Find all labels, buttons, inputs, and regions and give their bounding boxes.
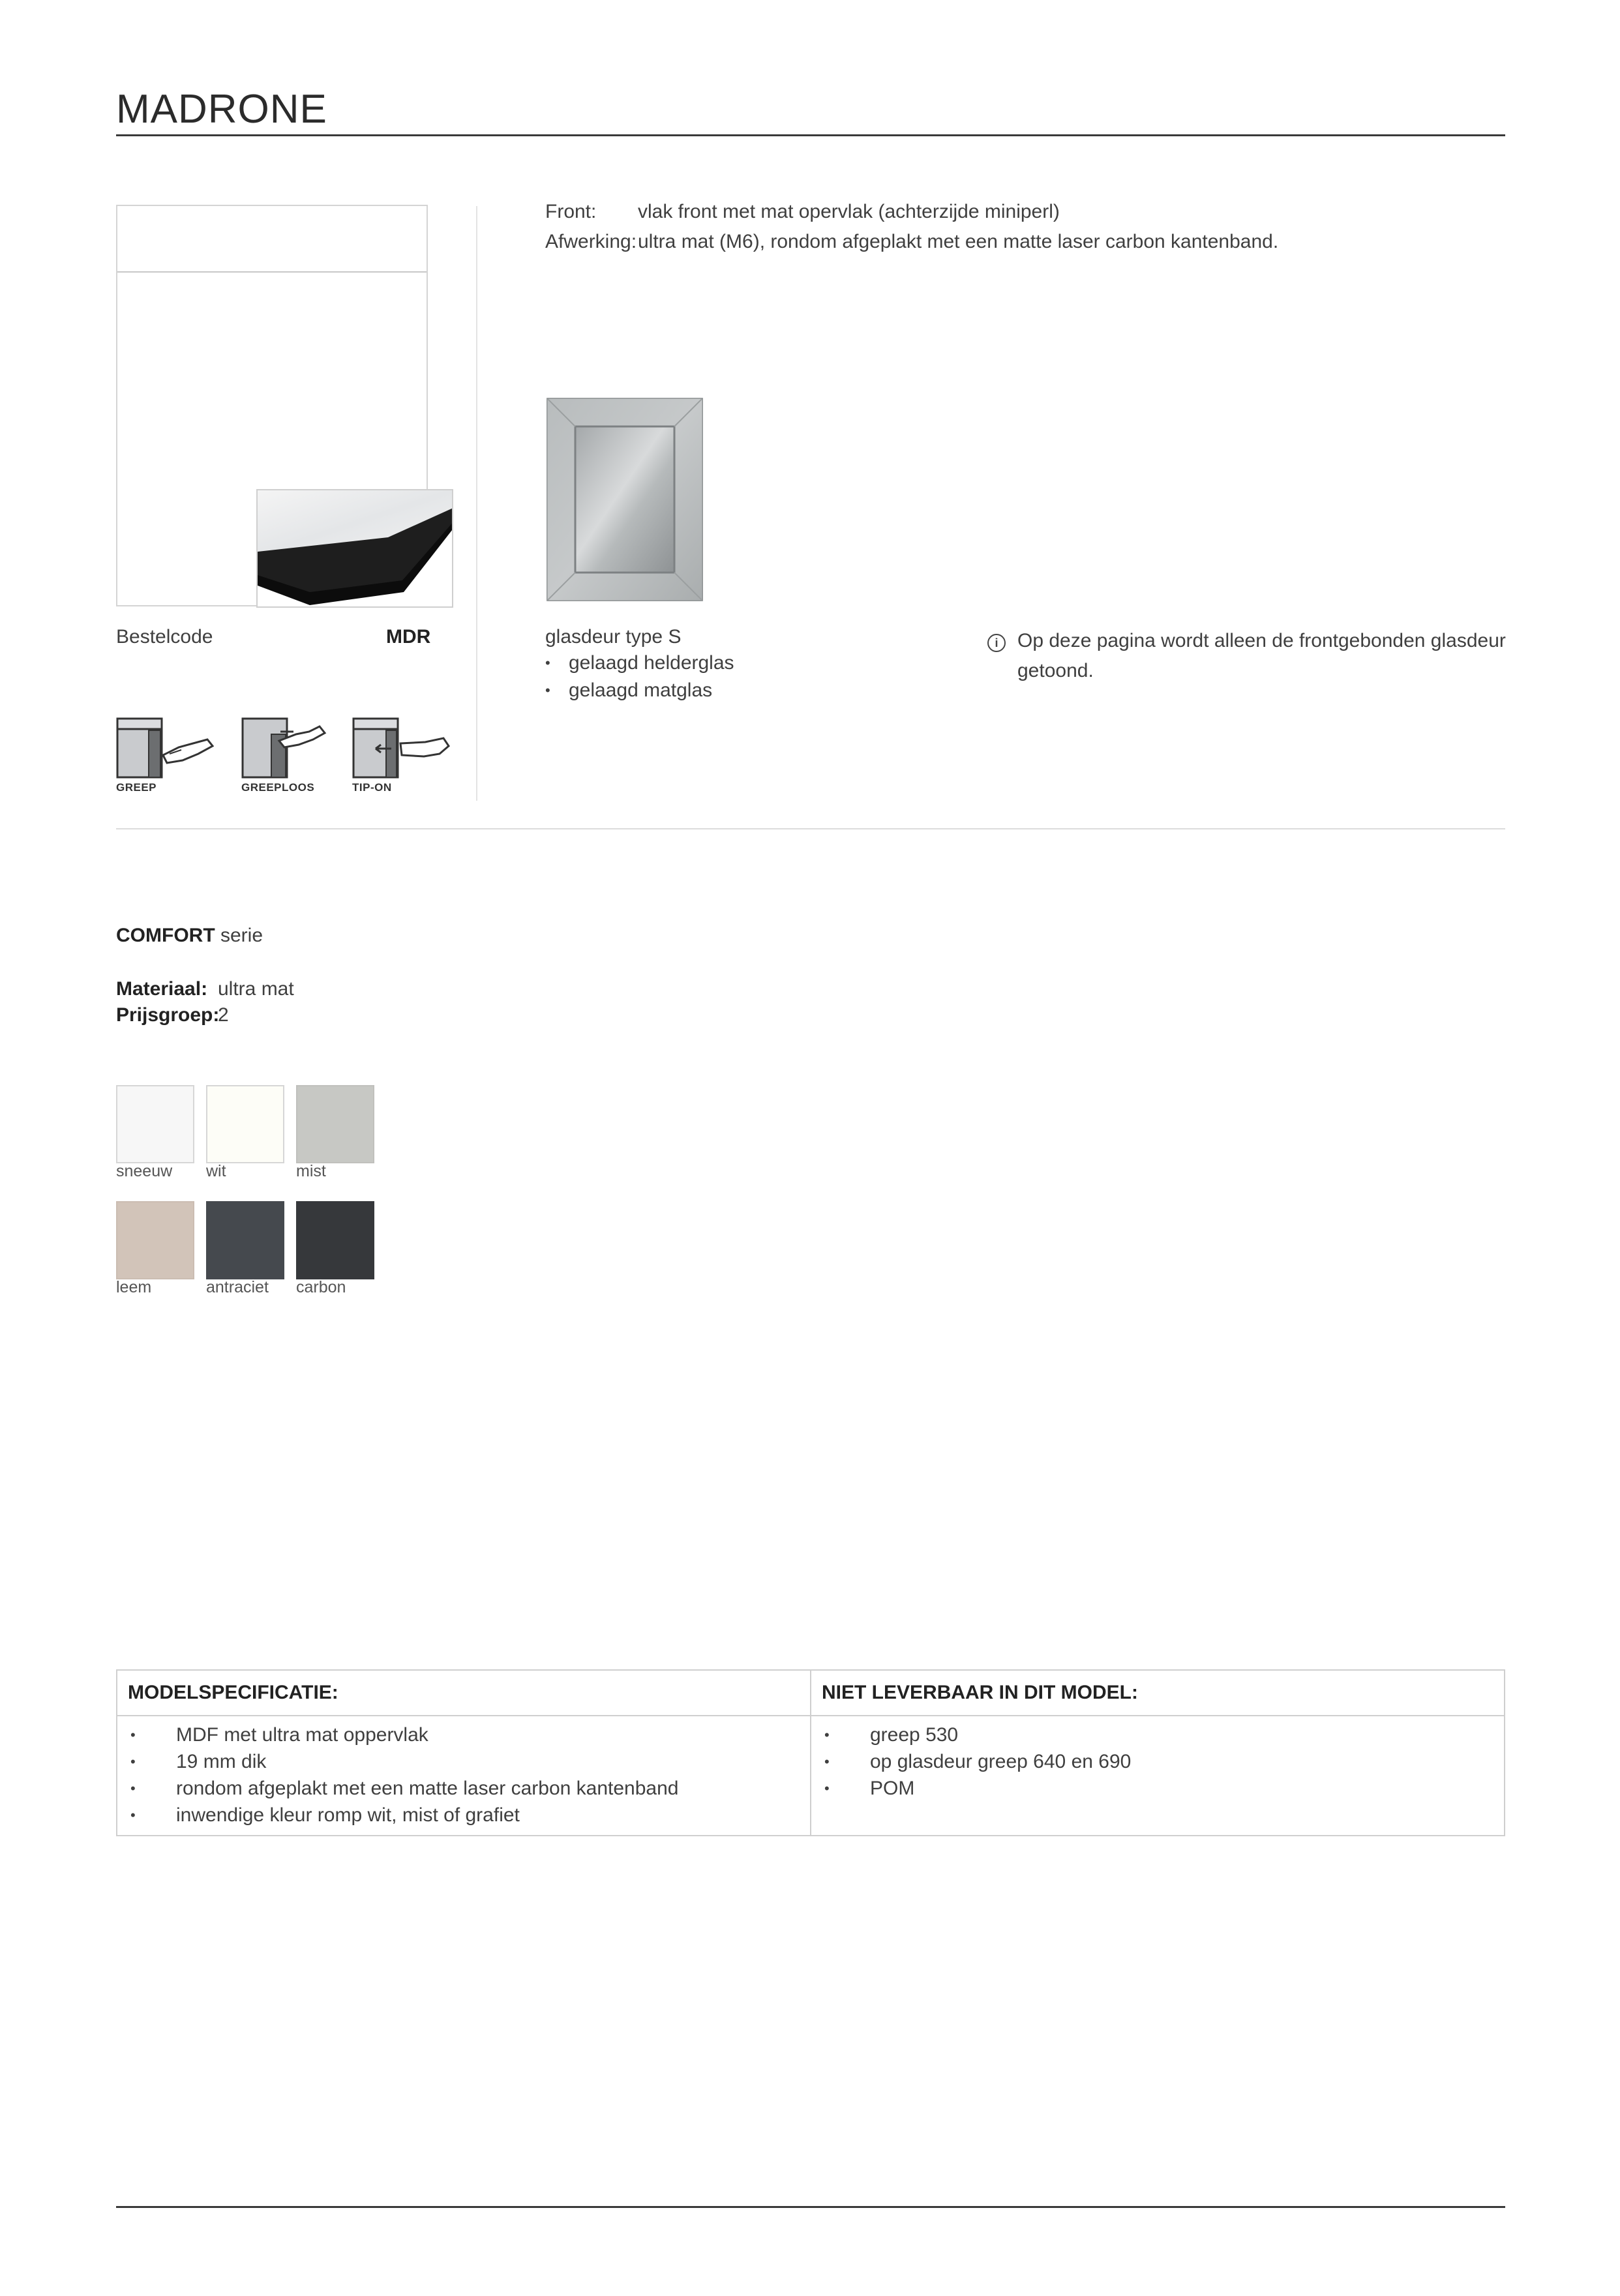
series-suffix: serie — [220, 925, 263, 946]
edge-detail-image — [256, 489, 453, 608]
tip-on-icon — [352, 717, 450, 790]
order-code-label: Bestelcode — [116, 626, 213, 648]
series-heading — [116, 925, 263, 947]
swatch-antraciet[interactable] — [206, 1201, 284, 1279]
material-label: Materiaal: — [116, 978, 208, 1000]
price-group-label: Prijsgroep: — [116, 1004, 220, 1026]
swatch-carbon[interactable] — [296, 1201, 374, 1279]
tip-on-caption: TIP-ON — [352, 781, 392, 794]
series-name: COMFORT — [116, 925, 215, 946]
greep-caption: GREEP — [116, 781, 157, 794]
swatch-label: carbon — [296, 1278, 346, 1296]
spec-item: • 19 mm dik — [128, 1748, 800, 1775]
spec-item: • rondom afgeplakt met een matte laser carbon kantenband — [128, 1775, 800, 1802]
glass-door-image — [547, 398, 703, 601]
front-label: Front: — [545, 201, 597, 222]
order-code-value: MDR — [386, 626, 431, 648]
finish-label: Afwerking: — [545, 231, 637, 252]
front-band-line — [117, 271, 427, 273]
spec-left-header: MODELSPECIFICATIE: — [117, 1670, 811, 1716]
unavailable-item: • op glasdeur greep 640 en 690 — [822, 1748, 1493, 1775]
note-line-2: getoond. — [1017, 660, 1094, 681]
spec-left-cell — [117, 1716, 811, 1836]
price-group-value: 2 — [218, 1004, 229, 1026]
unavailable-item: • POM — [822, 1775, 1493, 1802]
swatch-label: wit — [206, 1162, 226, 1180]
unavailable-item: • greep 530 — [822, 1722, 1493, 1748]
front-value: vlak front met mat opervlak (achterzijde miniperl) — [638, 201, 1060, 222]
glass-door-title: glasdeur type S — [545, 626, 682, 648]
info-icon: i — [987, 634, 1006, 652]
material-value: ultra mat — [218, 978, 294, 1000]
greeploos-icon — [241, 717, 339, 790]
spec-right-header: NIET LEVERBAAR IN DIT MODEL: — [811, 1670, 1505, 1716]
section-rule — [116, 828, 1505, 829]
swatch-label: leem — [116, 1278, 152, 1296]
page-title: MADRONE — [116, 87, 327, 132]
footer-rule — [116, 2206, 1505, 2208]
swatch-wit[interactable] — [206, 1085, 284, 1163]
swatch-label: mist — [296, 1162, 326, 1180]
greep-icon — [116, 717, 214, 790]
finish-value: ultra mat (M6), rondom afgeplakt met een matte laser carbon kantenband. — [638, 231, 1279, 252]
swatch-label: sneeuw — [116, 1162, 173, 1180]
swatch-sneeuw[interactable] — [116, 1085, 194, 1163]
swatch-label: antraciet — [206, 1278, 269, 1296]
spec-table — [116, 1669, 1505, 1836]
greeploos-caption: GREEPLOOS — [241, 781, 315, 794]
glass-option: • gelaagd helderglas — [545, 649, 734, 677]
spec-right-cell — [811, 1716, 1505, 1836]
glass-door-options — [545, 649, 734, 704]
spec-item: • MDF met ultra mat oppervlak — [128, 1722, 800, 1748]
swatch-leem[interactable] — [116, 1201, 194, 1279]
header-rule — [116, 134, 1505, 136]
note-line-1: Op deze pagina wordt alleen de frontgebonden glasdeur — [1017, 630, 1506, 651]
swatch-mist[interactable] — [296, 1085, 374, 1163]
glass-option: • gelaagd matglas — [545, 677, 734, 704]
spec-item: • inwendige kleur romp wit, mist of grafiet — [128, 1802, 800, 1828]
column-separator — [476, 206, 477, 801]
